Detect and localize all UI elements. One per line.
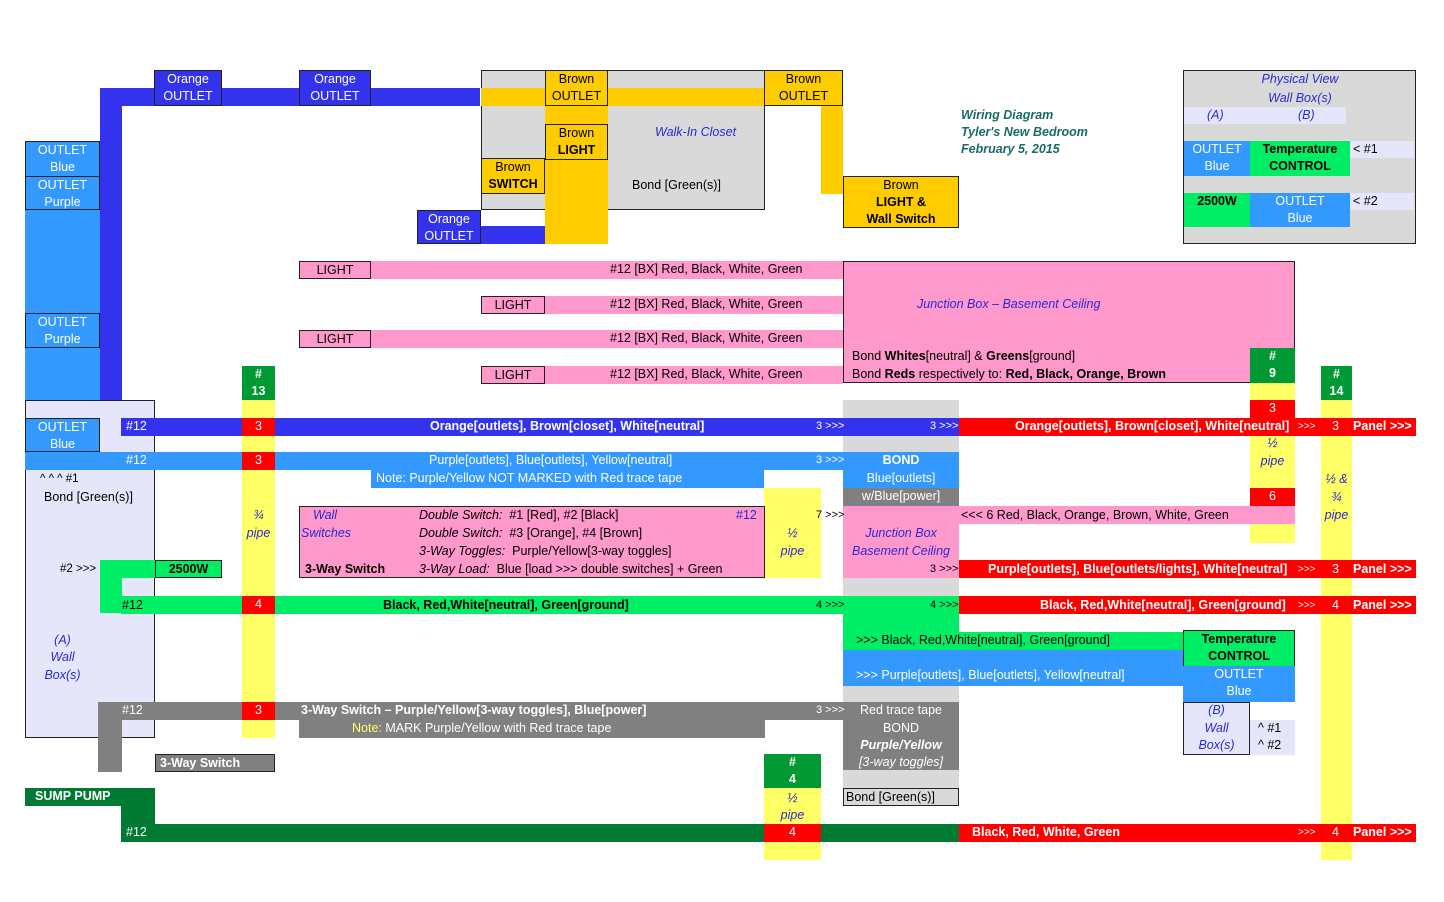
- red-trace-bond: BOND: [882, 721, 920, 735]
- wall-switches-2: Switches: [301, 526, 352, 540]
- wire3-right-count: 3: [1332, 562, 1339, 576]
- wire4-panel: Panel >>>: [1353, 598, 1412, 612]
- wire1-text: Orange[outlets], Brown[closet], White[neutral]: [430, 419, 705, 433]
- label-text: OUTLET: [1214, 667, 1264, 681]
- load: [419, 561, 722, 578]
- three-way-switch-label: 3-Way Switch: [305, 562, 386, 576]
- pipe4-label: [764, 754, 821, 788]
- value: Blue [load >>> double switches] + Green: [496, 562, 723, 576]
- outlet-purple-1: [25, 176, 100, 210]
- pipe9-text-b: pipe: [1260, 454, 1285, 468]
- label-text: Brown: [495, 160, 531, 174]
- count-9-a: 3: [1250, 400, 1295, 418]
- label-text: #: [1269, 349, 1276, 363]
- bond-reds-line: [852, 366, 1166, 383]
- label-text: Blue: [49, 160, 76, 174]
- sump-pump-label: SUMP PUMP: [25, 788, 155, 806]
- physical-view-a: (A): [1207, 108, 1224, 122]
- pipe7-text-b: pipe: [780, 544, 805, 558]
- wire4-right-arrow: >>>: [1298, 600, 1316, 611]
- wire4-arrow: 4 >>>: [816, 599, 845, 611]
- text-part: Whites: [884, 349, 926, 363]
- wire1-right-arrow: >>>: [1298, 421, 1316, 432]
- wire3-right-text: Purple[outlets], Blue[outlets/lights], White[neutral]: [988, 562, 1288, 576]
- pipe13-text-b: pipe: [246, 526, 271, 540]
- label-text: CONTROL: [1269, 159, 1331, 173]
- text-part: Red, Black, Orange, Brown: [1005, 367, 1167, 381]
- blue-riser: [100, 88, 122, 418]
- label-text: Blue: [49, 437, 76, 451]
- count-13-c: 4: [242, 596, 275, 614]
- pv-lt2: < #2: [1353, 194, 1378, 208]
- wire4-right-count: 4: [1332, 598, 1339, 612]
- count-13-a: 3: [242, 418, 275, 436]
- orange-right-col: [821, 106, 843, 194]
- pipe4-text-a: ½: [787, 791, 798, 805]
- wire8-right-count: 4: [1332, 825, 1339, 839]
- switch-gauge: #12: [736, 508, 757, 522]
- pv-temperature-control: [1250, 141, 1350, 176]
- label-text: OUTLET: [37, 315, 88, 329]
- pv-outlet-blue-2: [1250, 193, 1350, 227]
- brown-light-wall-switch: [843, 176, 959, 228]
- wire1-right-text: Orange[outlets], Brown[closet], White[neutral]: [1015, 419, 1290, 433]
- wire7-arrow-7: 7 >>>: [816, 509, 845, 521]
- label-text: 9: [1269, 366, 1276, 380]
- key: Double Switch:: [419, 526, 503, 540]
- bx-text-2: #12 [BX] Red, Black, White, Green: [610, 297, 803, 311]
- label-text: Orange: [428, 212, 470, 226]
- wire2-blue-power: w/Blue[power]: [861, 489, 941, 503]
- pipe4-text-b: pipe: [780, 808, 805, 822]
- wall-b-2: Wall: [1204, 721, 1229, 735]
- diagram-title-3: February 5, 2015: [961, 142, 1060, 156]
- ds2: [419, 525, 642, 542]
- text-part: Bond: [852, 367, 885, 381]
- wall-a-label-1: (A): [54, 633, 71, 647]
- brown-outlet-2: [764, 70, 843, 106]
- text-part: respectively to:: [915, 367, 1006, 381]
- physical-view-b: (B): [1298, 108, 1315, 122]
- label-text: 14: [1329, 384, 1344, 398]
- outlet-purple-2: [25, 313, 100, 348]
- label-text: Blue: [1226, 684, 1252, 698]
- label-text: CONTROL: [1208, 649, 1270, 663]
- wire4-text: Black, Red,White[neutral], Green[ground]: [383, 598, 629, 612]
- wire2-text: Purple[outlets], Blue[outlets], Yellow[neutral]: [429, 453, 673, 467]
- label-text: Brown: [883, 178, 919, 192]
- label-text: Orange: [167, 72, 209, 86]
- label-text: Orange: [314, 72, 356, 86]
- label-text: LIGHT: [557, 143, 596, 157]
- wall-b-3: Box(s): [1198, 738, 1235, 752]
- caret-1: ^ ^ ^ #1: [40, 473, 79, 485]
- label-text: #: [1333, 367, 1340, 381]
- key: 3-Way Toggles:: [419, 544, 506, 558]
- wire4-right-text: Black, Red,White[neutral], Green[ground]: [1040, 598, 1286, 612]
- blue-lower-wire: [481, 226, 545, 244]
- label-text: OUTLET: [37, 178, 88, 192]
- wire7-arrow: 3 >>>: [816, 704, 845, 716]
- wall-a-label-3: Box(s): [44, 668, 81, 682]
- wall-a-bond: Bond [Green(s)]: [44, 490, 133, 504]
- wire2-arrow: 3 >>>: [816, 454, 845, 466]
- red-trace-toggles: [3-way toggles]: [858, 755, 944, 769]
- label-text: OUTLET: [37, 420, 88, 434]
- label-text: OUTLET: [310, 89, 360, 103]
- wire6-text: >>> Purple[outlets], Blue[outlets], Yellow[neutral]: [856, 668, 1125, 682]
- label-text: Purple: [44, 332, 81, 346]
- wire2-blue-outlets: Blue[outlets]: [866, 471, 936, 485]
- label-text: OUTLET: [1192, 142, 1242, 156]
- wall-b-1: (B): [1208, 703, 1225, 717]
- blue-left-col: [25, 210, 100, 400]
- toggles: [419, 543, 671, 560]
- wire8-right-text: Black, Red, White, Green: [972, 825, 1120, 839]
- jbox2-a: Junction Box: [865, 526, 937, 540]
- wire1-gauge: #12: [126, 419, 147, 433]
- bx-text-1: #12 [BX] Red, Black, White, Green: [610, 262, 803, 276]
- physical-view-wallbox: Wall Box(s): [1268, 91, 1332, 105]
- orange-outlet-1: [154, 70, 222, 106]
- text-part: Greens: [986, 349, 1030, 363]
- label-text: Blue: [1204, 159, 1230, 173]
- label-text: SWITCH: [488, 177, 538, 191]
- light-label-2: LIGHT: [481, 296, 545, 314]
- outlet-blue-2: [25, 418, 100, 452]
- label-text: Brown: [785, 72, 822, 86]
- pv-2500w: [1184, 193, 1250, 227]
- three-way-switch-box: 3-Way Switch: [155, 754, 275, 772]
- label-text: Brown: [558, 126, 595, 140]
- label-text: Temperature: [1262, 142, 1338, 156]
- key: Double Switch:: [419, 508, 503, 522]
- pipe13-text-a: ¾: [253, 508, 264, 522]
- diagram-title-1: Wiring Diagram: [961, 108, 1054, 122]
- label-text: #: [789, 755, 796, 769]
- wire1-arrow-center: 3 >>>: [930, 420, 959, 432]
- wire8-right-arrow: >>>: [1298, 827, 1316, 838]
- note-body: MARK Purple/Yellow with Red trace tape: [381, 721, 612, 735]
- wire1-panel: Panel >>>: [1353, 419, 1412, 433]
- junction-box-title: Junction Box – Basement Ceiling: [917, 297, 1101, 311]
- pipe14-text-b: ¾: [1331, 490, 1342, 504]
- wire5-text: >>> Black, Red,White[neutral], Green[ground]: [856, 633, 1110, 647]
- wire4-gauge: #12: [122, 598, 143, 612]
- physical-view-title: Physical View: [1261, 72, 1339, 86]
- label-text: OUTLET: [778, 89, 829, 103]
- brown-switch: [481, 158, 545, 194]
- hat-2: ^ #2: [1258, 738, 1282, 752]
- light-label-4: LIGHT: [481, 366, 545, 384]
- closet-bond-label: Bond [Green(s)]: [632, 178, 721, 192]
- pipe14-text-c: pipe: [1324, 508, 1349, 522]
- pipe9-label: [1250, 348, 1295, 383]
- text-part: Reds: [884, 367, 916, 381]
- diagram-title-2: Tyler's New Bedroom: [961, 125, 1088, 139]
- label-text: Wall Switch: [866, 212, 936, 226]
- walk-in-closet-label: Walk-In Closet: [655, 125, 737, 139]
- pipe-14: [1321, 400, 1352, 860]
- label-text: #: [255, 367, 262, 381]
- pipe13-label: [242, 366, 275, 400]
- center-bond: Bond [Green(s)]: [846, 790, 935, 804]
- pipe7-text-a: ½: [787, 526, 798, 540]
- label-text: OUTLET: [163, 89, 213, 103]
- value: #3 [Orange], #4 [Brown]: [509, 526, 643, 540]
- b-outlet-blue: [1183, 666, 1295, 702]
- text-part: [ground]: [1029, 349, 1076, 363]
- orange-outlet-3: [417, 210, 481, 244]
- light-label-1: LIGHT: [299, 261, 371, 279]
- label-text: Purple: [44, 195, 81, 209]
- wire2-note: Note: Purple/Yellow NOT MARKED with Red trace tape: [376, 471, 683, 485]
- count-4: 4: [764, 824, 821, 842]
- pv-lt1: < #1: [1353, 142, 1378, 156]
- pipe9-text-a: ½: [1267, 436, 1278, 450]
- key: 3-Way Load:: [419, 562, 490, 576]
- wire7-gauge: #12: [122, 703, 143, 717]
- w2500-label: 2500W: [155, 560, 222, 578]
- wire8-panel: Panel >>>: [1353, 825, 1412, 839]
- wire1-right-count: 3: [1332, 419, 1339, 433]
- wire8: [121, 824, 959, 842]
- label-text: OUTLET: [37, 143, 88, 157]
- label-text: 4: [789, 772, 796, 786]
- pipe14-text-a: ½ &: [1325, 472, 1348, 486]
- label-text: 13: [251, 384, 266, 398]
- ds1: [419, 507, 618, 524]
- wire7-text: 3-Way Switch – Purple/Yellow[3-way toggles], Blue[power]: [301, 703, 647, 717]
- wire3-panel: Panel >>>: [1353, 562, 1412, 576]
- light-label-3: LIGHT: [299, 330, 371, 348]
- text-part: [neutral] &: [925, 349, 987, 363]
- label-text: Blue: [1287, 211, 1313, 225]
- label-text: Brown: [558, 72, 595, 86]
- brown-light: [545, 124, 608, 160]
- pipe-13: [242, 400, 275, 738]
- outlet-blue-1: [25, 141, 100, 177]
- value: Purple/Yellow[3-way toggles]: [512, 544, 672, 558]
- label-text: LIGHT &: [876, 195, 926, 209]
- count-9-b: 6: [1250, 488, 1295, 506]
- bond-whites-line: [852, 348, 1075, 365]
- wall-a-label-2: Wall: [50, 650, 75, 664]
- wire1-arrow-left: 3 >>>: [816, 420, 845, 432]
- green-jog-h: [100, 560, 155, 578]
- pv-outlet-blue: [1184, 141, 1250, 176]
- count-13-b: 3: [242, 452, 275, 470]
- count-13-d: 3: [242, 702, 275, 720]
- label-text: OUTLET: [1275, 194, 1325, 208]
- wire4-arrow-center: 4 >>>: [930, 599, 959, 611]
- hat-1: ^ #1: [1258, 721, 1282, 735]
- value: #1 [Red], #2 [Black]: [509, 508, 619, 522]
- wire8-gauge: #12: [126, 825, 147, 839]
- red-trace-tape: Red trace tape: [860, 703, 942, 717]
- label-text: OUTLET: [551, 89, 602, 103]
- bx-text-3: #12 [BX] Red, Black, White, Green: [610, 331, 803, 345]
- brown-outlet-1: [545, 70, 608, 106]
- red-trace-purple: Purple/Yellow: [860, 738, 942, 752]
- jbox2-arrow: 3 >>>: [930, 563, 959, 575]
- wire7-note: [352, 720, 611, 737]
- lt6-line: <<< 6 Red, Black, Orange, Brown, White, Green: [961, 508, 1229, 522]
- label-text: OUTLET: [424, 229, 474, 243]
- wall-switches-1: Wall: [313, 508, 338, 522]
- bx-text-4: #12 [BX] Red, Black, White, Green: [610, 367, 803, 381]
- label-text: Temperature: [1201, 632, 1277, 646]
- pipe14-label: [1321, 366, 1352, 400]
- note-prefix: Note:: [352, 721, 382, 735]
- hash2-arrow: #2 >>>: [60, 563, 97, 575]
- wire2-gauge: #12: [126, 453, 147, 467]
- text-part: Bond: [852, 349, 885, 363]
- wire3-right-arrow: >>>: [1298, 564, 1316, 575]
- b-temperature-control: [1183, 630, 1295, 667]
- orange-outlet-2: [299, 70, 371, 106]
- jbox2-b: Basement Ceiling: [852, 544, 950, 558]
- wire2-bond: BOND: [882, 453, 920, 467]
- label-text: 2500W: [1197, 194, 1237, 208]
